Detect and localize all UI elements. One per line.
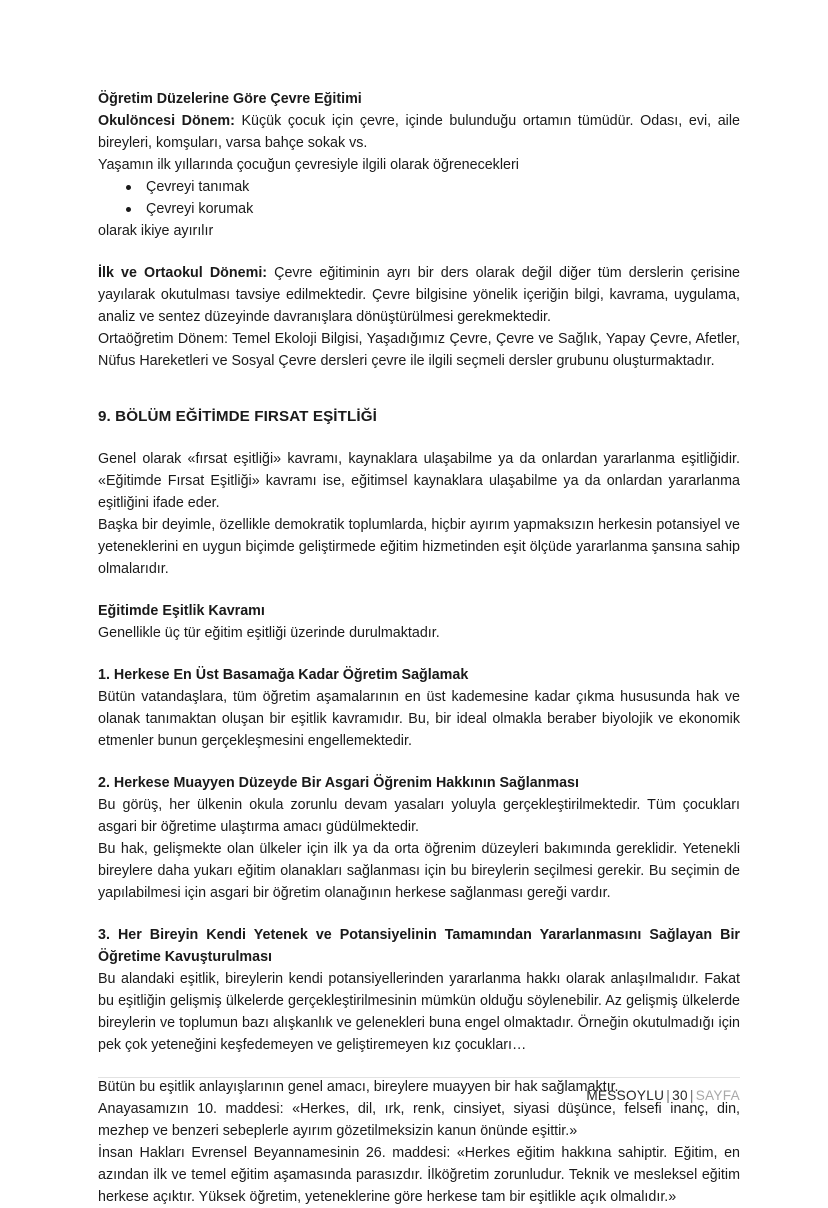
footer-separator-1: |: [666, 1088, 671, 1103]
paragraph-closing-genel-amac: Bütün bu eşitlik anlayışlarının genel amacı, bireylere muayyen bir hak sağlamaktır.: [98, 1079, 619, 1095]
page-footer: [98, 1077, 740, 1105]
paragraph-ilk-ve-ortaokul-donemi: [98, 262, 740, 328]
bullet-list-cevre: [98, 176, 740, 220]
spacer: [98, 904, 740, 924]
item-paragraph-2-2: Bu hak, gelişmekte olan ülkeler için ilk ya da orta öğrenim düzeyleri bakımında gereklidir. Yetenekli bireylere daha yukarı eğitim olanakları sağlanması için bu bireylerin seçilmesi gerekir. Bu seçimin de yapılabilmesi için asgari bir öğretim olanağının herkese sağlanması gereği vardır.: [98, 841, 740, 901]
footer-page-word: SAYFA: [695, 1088, 740, 1103]
paragraph-firsat-esitligi-tanim: Genel olarak «fırsat eşitliği» kavramı, kaynaklara ulaşabilme ya da onlardan yararlanma eşitliğidir. «Eğitimde Fırsat Eşitliği» kavramı ise, eğitimsel kaynaklara ulaşabilme ya da onlardan yararlanma eşitliğini ifade eder.: [98, 451, 740, 511]
chapter-title: 9. BÖLÜM EĞİTİMDE FIRSAT EŞİTLİĞİ: [98, 408, 377, 425]
list-item-label: Çevreyi korumak: [146, 201, 254, 217]
spacer: [98, 644, 740, 664]
paragraph-uc-tur-egitim-esitligi: Genellikle üç tür eğitim eşitliği üzerinde durulmaktadır.: [98, 625, 440, 641]
paragraph-yasamin-ilk-yillarinda: Yaşamın ilk yıllarında çocuğun çevresiyle ilgili olarak öğrenecekleri: [98, 157, 519, 173]
list-item-label: Çevreyi tanımak: [146, 179, 250, 195]
paragraph-baska-bir-deyimle: Başka bir deyimle, özellikle demokratik toplumlarda, hiçbir ayırım yapmaksızın herkesin potansiyel ve yeteneklerini en uygun biçimde geliştirmede eğitim hizmetinden eşit ölçüde yararlanma şansına sahip olmalarıdır.: [98, 517, 740, 577]
list-item: [98, 176, 740, 198]
item-heading-3: 3. Her Bireyin Kendi Yetenek ve Potansiyelinin Tamamından Yararlanmasını Sağlayan Bir Öğretime Kavuşturulması: [98, 927, 740, 965]
spacer: [98, 752, 740, 772]
list-item: [98, 198, 740, 220]
text-ilk-ve-ortaokul-donemi: Çevre eğitiminin ayrı bir ders olarak değil diğer tüm derslerin çerisine yayılarak okutulması tavsiye edilmektedir. Çevre bilgisine yönelik içeriğin bilgi, kavrama, uygulama, analiz ve sentez düzeyinde davranışlara dönüştürülmesi gerekmektedir.: [98, 265, 740, 325]
bullet-dot-icon: [126, 185, 131, 190]
footer-text: [98, 1087, 740, 1105]
paragraph-olarak-ikiye-ayirilir: olarak ikiye ayırılır: [98, 223, 214, 239]
footer-divider: [98, 1077, 740, 1078]
spacer: [98, 428, 740, 448]
section-heading-ogretim-duzeyleri: Öğretim Düzelerine Göre Çevre Eğitimi: [98, 91, 362, 107]
spacer: [98, 580, 740, 600]
section-heading-egitimde-esitlik-kavrami: Eğitimde Eşitlik Kavramı: [98, 603, 265, 619]
paragraph-okuloncesi-donem: [98, 110, 740, 154]
label-okuloncesi-donem: Okulöncesi Dönem:: [98, 113, 235, 129]
spacer: [98, 1056, 740, 1076]
paragraph-ortaogretim-donem: Ortaöğretim Dönem: Temel Ekoloji Bilgisi, Yaşadığımız Çevre, Çevre ve Sağlık, Yapay Çevre, Afetler, Nüfus Hareketleri ve Sosyal Çevre dersleri çevre ile ilgili seçmeli dersler grubunu oluşturmaktadır.: [98, 331, 740, 369]
spacer: [98, 372, 740, 406]
footer-page-number: 30: [672, 1088, 688, 1103]
item-heading-2: 2. Herkese Muayyen Düzeyde Bir Asgari Öğrenim Hakkının Sağlanması: [98, 775, 579, 791]
document-body: [98, 88, 740, 1208]
footer-separator-2: |: [689, 1088, 694, 1103]
paragraph-anayasa-10-madde: Anayasamızın 10. maddesi: «Herkes, dil, ırk, renk, cinsiyet, siyasi düşünce, felsefi inanç, din, mezhep ve benzeri sebeplerle ayırım gözetilmeksizin kanun önünde eşittir.»: [98, 1101, 740, 1139]
item-heading-1: 1. Herkese En Üst Basamağa Kadar Öğretim Sağlamak: [98, 667, 469, 683]
item-paragraph-2-1: Bu görüş, her ülkenin okula zorunlu devam yasaları yoluyla gerçekleştirilmektedir. Tüm çocukları asgari bir öğretime ulaştırma amacı güdülmektedir.: [98, 797, 740, 835]
bullet-dot-icon: [126, 207, 131, 212]
footer-author: MESSOYLU: [586, 1088, 665, 1103]
item-paragraph-3-1: Bu alandaki eşitlik, bireylerin kendi potansiyellerinden yararlanma hakkı olarak anlaşılmalıdır. Fakat bu eşitliğin gelişmiş ülkelerde gerçekleştirilmesinin mümkün olduğu söylenebilir. Az gelişmiş ülkelerde bireylerin ve toplumun bazı alışkanlık ve gelenekleri buna engel olmaktadır. Örneğin okutulmadığı için pek çok yeteneğini keşfedemeyen ve geliştiremeyen kız çocukları…: [98, 971, 740, 1053]
paragraph-insan-haklari-26-madde: İnsan Hakları Evrensel Beyannamesinin 26. maddesi: «Herkes eğitim hakkına sahiptir. Eğitim, en azından ilk ve temel eğitim aşamasında parasızdır. İlköğretim zorunludur. Teknik ve mesleksel eğitim herkese açıktır. Yüksek öğretim, yeteneklerine göre herkese tam bir eşitlikle açık olmalıdır.»: [98, 1145, 740, 1205]
text-okuloncesi-donem: Küçük çocuk için çevre, içinde bulunduğu ortamın tümüdür. Odası, evi, aile bireyleri, komşuları, varsa bahçe sokak vs.: [98, 113, 740, 151]
item-paragraph-1-1: Bütün vatandaşlara, tüm öğretim aşamalarının en üst kademesine kadar çıkma hususunda hak ve olanak tanımaktan oluşan bir eşitlik kavramıdır. Bu, bir ideal olmakla beraber biyolojik ve ekonomik etmenler bunun gerçekleşmesini engellemektedir.: [98, 689, 740, 749]
spacer: [98, 242, 740, 262]
label-ilk-ve-ortaokul-donemi: İlk ve Ortaokul Dönemi:: [98, 265, 268, 281]
